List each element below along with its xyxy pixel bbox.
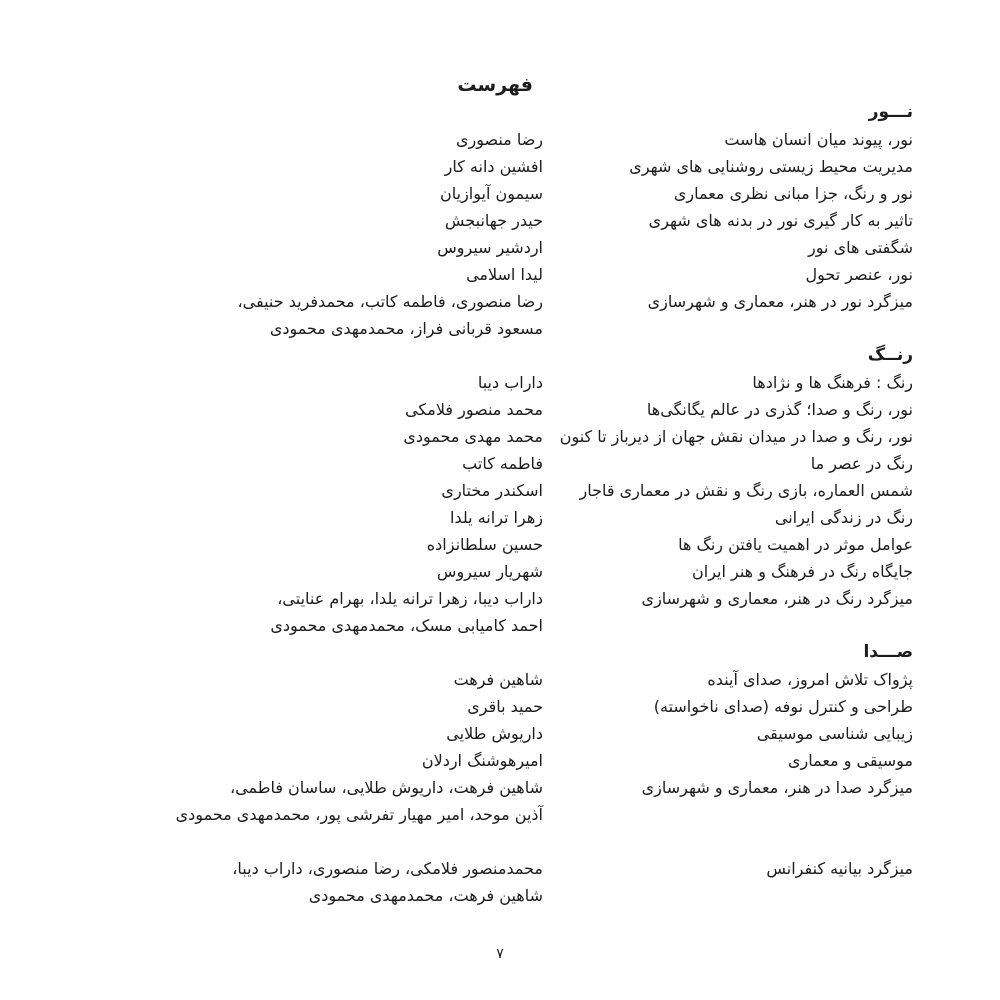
toc-row [87, 774, 913, 801]
entry-authors: شاهین فرهت [453, 670, 543, 689]
entry-title: نور، رنگ و صدا در میدان نقش جهان از دیرباز تا کنون [559, 427, 913, 446]
page-number: ۷ [496, 946, 504, 962]
toc-row [87, 801, 913, 828]
entry-title: میزگرد صدا در هنر، معماری و شهرسازی [641, 778, 913, 797]
entry-authors: داراب دیبا، زهرا ترانه یلدا، بهرام عنایتی، [277, 589, 543, 608]
entry-authors: حمید باقری [467, 697, 543, 716]
page-title: فهرست [457, 74, 533, 96]
entry-title: شگفتی های نور [808, 238, 913, 257]
entry-title: میزگرد نور در هنر، معماری و شهرسازی [647, 292, 913, 311]
toc-section [87, 639, 913, 828]
entry-authors: رضا منصوری [455, 130, 543, 149]
entry-title: تاثیر به کار گیری نور در بدنه های شهری [648, 211, 913, 230]
entry-authors: افشین دانه کار [444, 157, 543, 176]
entry-authors: حسین سلطانزاده [426, 535, 543, 554]
toc-row [87, 288, 913, 315]
toc-row [87, 504, 913, 531]
toc-row [87, 747, 913, 774]
section-heading: نـــور [868, 102, 913, 122]
entry-title: پژواک تلاش امروز، صدای آینده [707, 670, 913, 689]
toc-row [87, 423, 913, 450]
toc-section [87, 99, 913, 342]
toc-row [87, 693, 913, 720]
entry-title: نور، رنگ و صدا؛ گذری در عالم یگانگی‌ها [646, 400, 913, 419]
toc-row [87, 882, 913, 909]
section-heading: رنــگ [867, 345, 913, 365]
entry-authors: شاهین فرهت، داریوش طلایی، ساسان فاطمی، [229, 778, 543, 797]
entry-title: رنگ در عصر ما [810, 454, 913, 473]
section-heading: صـــدا [863, 642, 913, 662]
entry-authors: فاطمه کاتب [462, 454, 543, 473]
toc-row [87, 315, 913, 342]
entry-authors: داراب دیبا [477, 373, 543, 392]
toc-row [87, 153, 913, 180]
toc-row [87, 477, 913, 504]
entry-title: جایگاه رنگ در فرهنگ و هنر ایران [692, 562, 913, 581]
entry-authors: رضا منصوری، فاطمه کاتب، محمدفرید حنیفی، [237, 292, 543, 311]
entry-title: شمس العماره، بازی رنگ و نقش در معماری قاجار [579, 481, 913, 500]
toc-row [87, 585, 913, 612]
entry-authors: احمد کامیابی مسک، محمدمهدی محمودی [270, 616, 543, 635]
toc-sections [87, 99, 913, 909]
toc-row [87, 234, 913, 261]
entry-authors: محمد منصور فلامکی [405, 400, 543, 419]
entry-authors: محمد مهدی محمودی [403, 427, 543, 446]
toc-row [87, 855, 913, 882]
entry-authors: آذین موحد، امیر مهیار تفرشی پور، محمدمهدی محمودی [175, 805, 543, 824]
entry-title: میزگرد بیانیه کنفرانس [766, 859, 913, 878]
toc-row [87, 666, 913, 693]
entry-authors: سیمون آیوازیان [440, 184, 543, 203]
entry-title: رنگ در زندگی ایرانی [774, 508, 913, 527]
toc-row [87, 396, 913, 423]
toc-row [87, 531, 913, 558]
entry-authors: اسکندر مختاری [441, 481, 543, 500]
entry-title: رنگ : فرهنگ ها و نژادها [752, 373, 913, 392]
entry-title: عوامل موثر در اهمیت یافتن رنگ ها [678, 535, 913, 554]
entry-title: میزگرد رنگ در هنر، معماری و شهرسازی [641, 589, 913, 608]
entry-authors: شاهین فرهت، محمدمهدی محمودی [308, 886, 543, 905]
entry-authors: شهریار سیروس [436, 562, 543, 581]
toc-row [87, 261, 913, 288]
toc-row [87, 126, 913, 153]
toc-row [87, 612, 913, 639]
toc-section [87, 342, 913, 639]
toc-row [87, 180, 913, 207]
entry-authors: حیدر جهانبجش [444, 211, 543, 230]
entry-authors: اردشیر سیروس [437, 238, 543, 257]
entry-authors: مسعود قربانی فراز، محمدمهدی محمودی [269, 319, 543, 338]
toc-row [87, 369, 913, 396]
entry-title: مدیریت محیط زیستی روشنایی های شهری [629, 157, 913, 176]
entry-authors: داریوش طلایی [446, 724, 543, 743]
entry-title: طراحی و کنترل نوفه (صدای ناخواسته) [653, 697, 913, 716]
entry-title: زیبایی شناسی موسیقی [756, 724, 913, 743]
entry-authors: لیدا اسلامی [466, 265, 543, 284]
toc-row [87, 450, 913, 477]
entry-authors: امیرهوشنگ اردلان [421, 751, 543, 770]
toc-row [87, 720, 913, 747]
toc-row [87, 558, 913, 585]
toc-section [87, 855, 913, 909]
entry-authors: محمدمنصور فلامکی، رضا منصوری، داراب دیبا، [232, 859, 543, 878]
entry-title: نور و رنگ، جزا مبانی نظری معماری [673, 184, 913, 203]
entry-title: موسیقی و معماری [787, 751, 913, 770]
entry-title: نور، عنصر تحول [805, 265, 913, 284]
toc-row [87, 207, 913, 234]
entry-title: نور، پیوند میان انسان هاست [724, 130, 913, 149]
entry-authors: زهرا ترانه یلدا [450, 508, 543, 527]
